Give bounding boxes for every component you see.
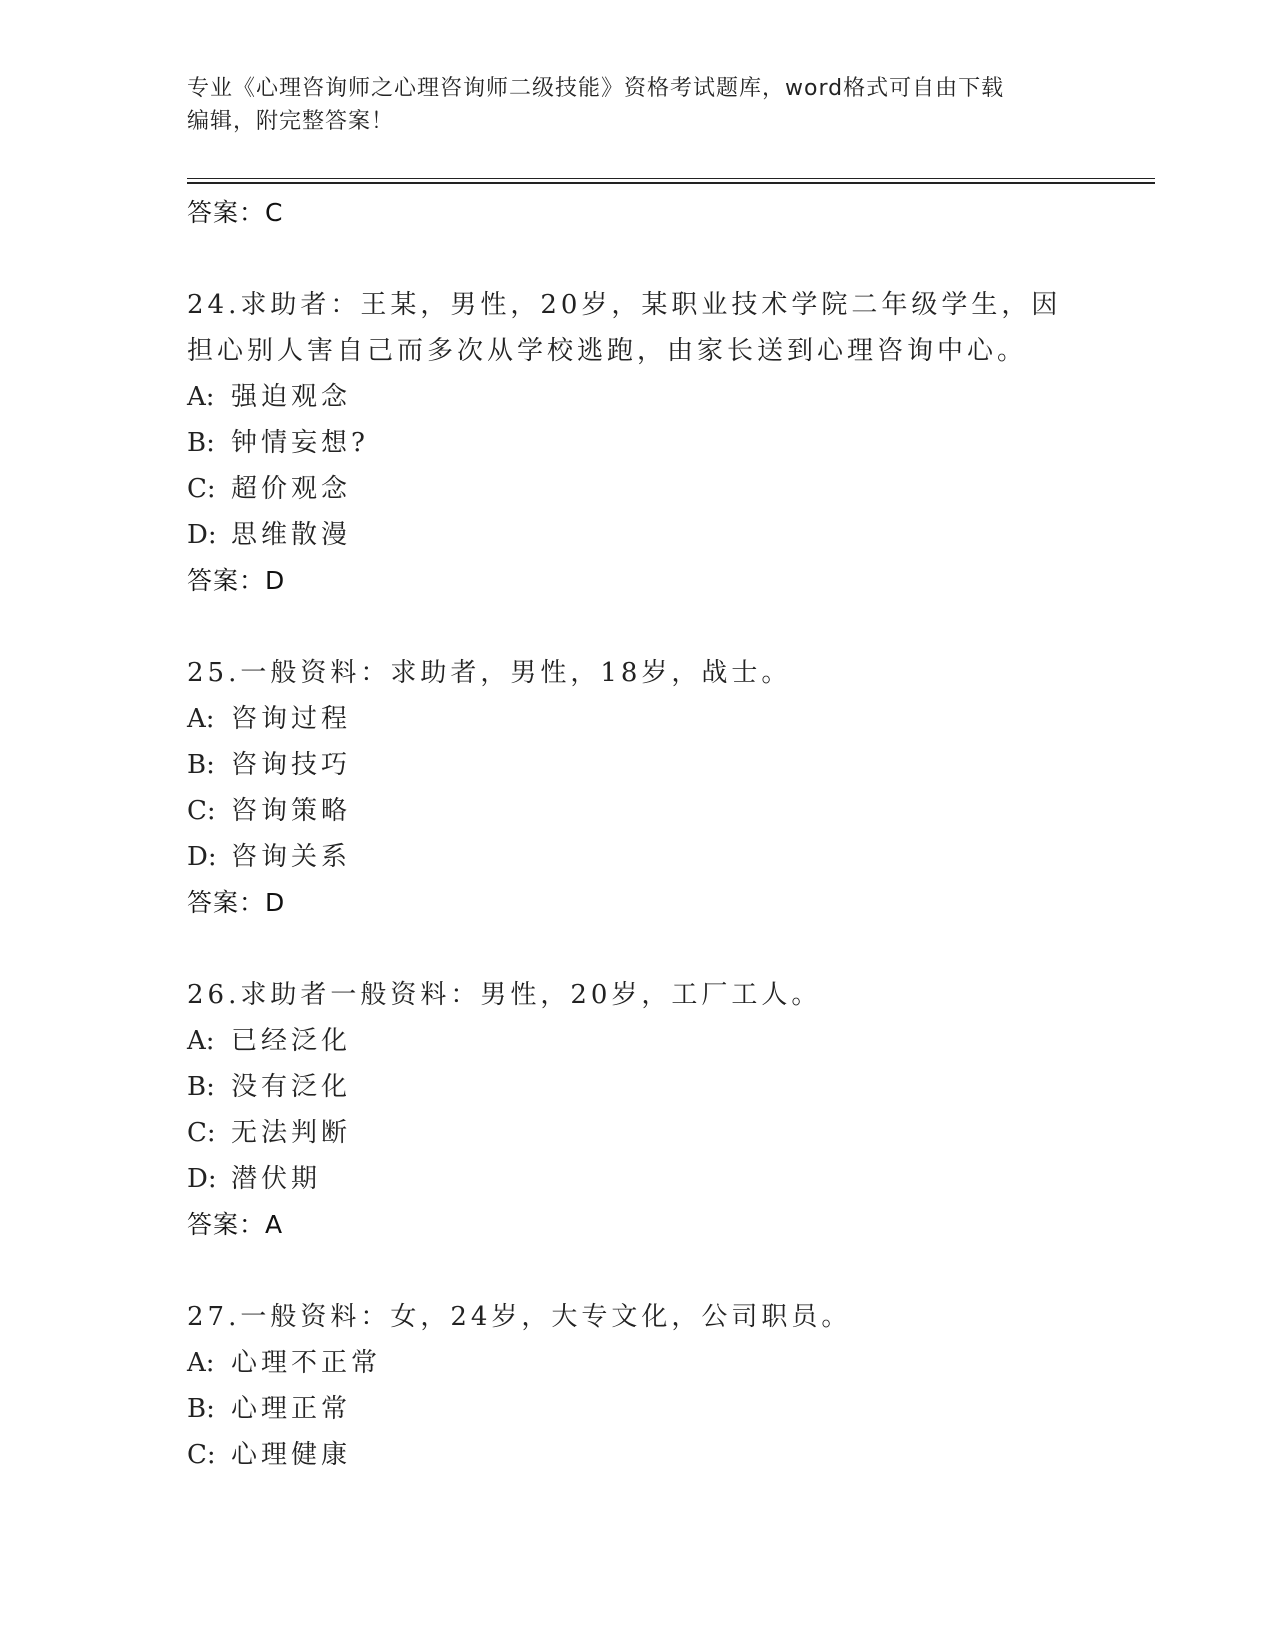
header-line-1: 专业《心理咨询师之心理咨询师二级技能》资格考试题库，word格式可自由下载 (187, 76, 1005, 101)
header-divider-thin (187, 178, 1155, 179)
question-list (187, 190, 1087, 1478)
option-c (187, 466, 1087, 512)
question-stem: 25.一般资料：求助者，男性，18岁，战士。 (187, 658, 792, 688)
question-stem: 27.一般资料：女，24岁，大专文化，公司职员。 (187, 1302, 852, 1332)
question-stem: 26.求助者一般资料：男性，20岁，工厂工人。 (187, 980, 822, 1010)
option-text: 咨询策略 (231, 796, 352, 826)
option-text: 潜伏期 (231, 1164, 322, 1194)
option-c (187, 1432, 1087, 1478)
spacer (187, 236, 1087, 282)
option-letter: D: (187, 842, 217, 872)
option-letter: B: (187, 1394, 215, 1424)
option-letter: C: (187, 1440, 216, 1470)
option-text: 心理正常 (231, 1394, 352, 1424)
spacer (187, 926, 1087, 972)
option-letter: A: (187, 1026, 215, 1056)
option-a (187, 696, 1087, 742)
option-a (187, 374, 1087, 420)
option-letter: B: (187, 428, 215, 458)
option-text: 咨询关系 (231, 842, 352, 872)
answer-line: 答案：D (187, 888, 286, 917)
spacer (187, 604, 1087, 650)
document-header (187, 72, 1087, 138)
option-letter: C: (187, 1118, 216, 1148)
option-letter: B: (187, 1072, 215, 1102)
option-text: 心理健康 (231, 1440, 352, 1470)
option-d (187, 1156, 1087, 1202)
option-text: 超价观念 (231, 474, 352, 504)
option-letter: C: (187, 796, 216, 826)
option-text: 没有泛化 (231, 1072, 352, 1102)
option-b (187, 742, 1087, 788)
option-text: 无法判断 (231, 1118, 352, 1148)
option-text: 咨询技巧 (231, 750, 352, 780)
option-text: 已经泛化 (231, 1026, 352, 1056)
option-d (187, 512, 1087, 558)
option-b (187, 420, 1087, 466)
header-line-2: 编辑，附完整答案！ (187, 109, 395, 134)
option-b (187, 1386, 1087, 1432)
option-letter: B: (187, 750, 215, 780)
option-text: 咨询过程 (231, 704, 352, 734)
option-letter: A: (187, 704, 215, 734)
option-text: 强迫观念 (231, 382, 352, 412)
option-letter: A: (187, 1348, 215, 1378)
option-a (187, 1018, 1087, 1064)
question-stem: 24.求助者：王某，男性，20岁，某职业技术学院二年级学生，因担心别人害自己而多次从学校逃跑，由家长送到心理咨询中心。 (187, 290, 1062, 366)
option-letter: A: (187, 382, 215, 412)
option-c (187, 788, 1087, 834)
option-c (187, 1110, 1087, 1156)
option-text: 心理不正常 (231, 1348, 382, 1378)
header-divider-thick (187, 182, 1155, 184)
option-d (187, 834, 1087, 880)
spacer (187, 1248, 1087, 1294)
option-letter: C: (187, 474, 216, 504)
option-a (187, 1340, 1087, 1386)
answer-line: 答案：D (187, 566, 286, 595)
answer-line: 答案：A (187, 1210, 284, 1239)
option-letter: D: (187, 520, 217, 550)
option-b (187, 1064, 1087, 1110)
option-text: 思维散漫 (231, 520, 352, 550)
answer-line: 答案：C (187, 198, 284, 227)
option-letter: D: (187, 1164, 217, 1194)
option-text: 钟情妄想? (231, 428, 369, 458)
